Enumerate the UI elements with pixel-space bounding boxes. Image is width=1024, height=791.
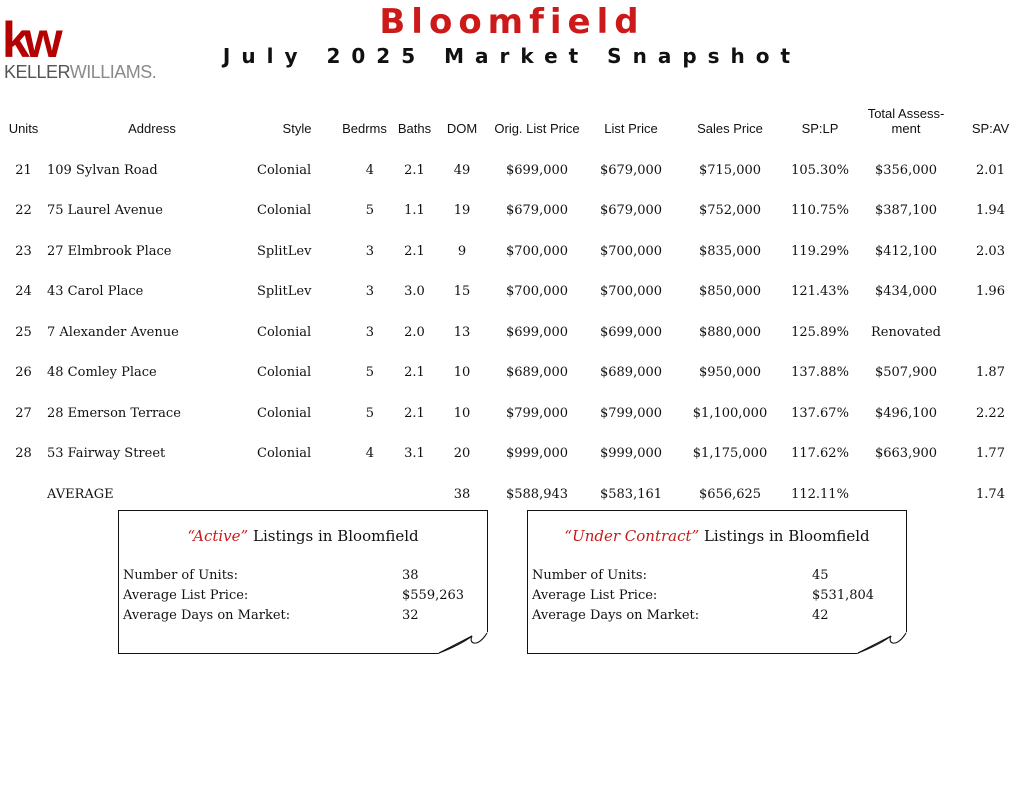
sp-lp-cell: 137.88% (791, 365, 849, 381)
page-title: Bloomfield (379, 2, 645, 42)
active-units-value: 38 (402, 568, 419, 583)
sales-price-cell: $850,000 (698, 284, 762, 300)
header-list-price: List Price (604, 121, 658, 136)
active-avg-dom-label: Average Days on Market: (123, 608, 291, 623)
sales-price-cell: $1,175,000 (692, 446, 768, 462)
table-row (0, 312, 1024, 353)
sp-av-cell: 2.22 (976, 405, 1005, 421)
active-avg-dom-value: 32 (402, 608, 419, 623)
address-cell: 75 Laurel Avenue (47, 203, 163, 219)
table-header-row (0, 84, 1024, 150)
active-avg-price-value: $559,263 (402, 588, 465, 603)
total-assessment-cell: $496,100 (874, 405, 938, 421)
unit-cell: 23 (15, 243, 32, 259)
average-label: AVERAGE (47, 486, 114, 502)
table-row (0, 191, 1024, 232)
unit-cell: 26 (15, 365, 32, 381)
sp-av-cell: 2.03 (976, 243, 1005, 259)
baths-cell: 3.0 (404, 284, 425, 300)
active-units-label: Number of Units: (123, 568, 238, 583)
under-contract-highlight: “Under Contract” (564, 527, 700, 545)
header-orig-list-price: Orig. List Price (494, 121, 580, 136)
orig-list-price-cell: $689,000 (505, 365, 569, 381)
header-sales-price: Sales Price (697, 121, 763, 136)
dom-cell: 10 (453, 365, 471, 381)
dom-cell: 15 (453, 284, 471, 300)
baths-cell: 2.1 (404, 405, 425, 421)
unit-cell: 27 (15, 405, 32, 421)
style-cell: Colonial (257, 405, 312, 421)
average-dom: 38 (453, 486, 471, 502)
bedrms-cell: 3 (365, 324, 374, 340)
bedrms-cell: 5 (365, 405, 374, 421)
table-row (0, 231, 1024, 272)
table-row (0, 353, 1024, 394)
address-cell: 109 Sylvan Road (47, 162, 158, 178)
orig-list-price-cell: $679,000 (505, 203, 569, 219)
logo-name-light: WILLIAMS (69, 62, 152, 82)
header-address: Address (128, 121, 176, 136)
table-row (0, 434, 1024, 475)
header-dom: DOM (446, 121, 478, 136)
under-contract-units-value: 45 (812, 568, 829, 583)
list-price-cell: $699,000 (599, 324, 663, 340)
sp-lp-cell: 121.43% (791, 284, 849, 300)
sp-lp-cell: 125.89% (791, 324, 849, 340)
sp-av-cell: 1.87 (976, 365, 1005, 381)
empty-cell (855, 474, 957, 515)
sp-av-cell: 1.94 (976, 203, 1005, 219)
empty-cell (0, 474, 47, 515)
list-price-cell: $679,000 (599, 203, 663, 219)
sales-table (0, 84, 1024, 515)
style-cell: SplitLev (257, 284, 312, 300)
dom-cell: 13 (453, 324, 471, 340)
under-contract-avg-dom-label: Average Days on Market: (532, 608, 700, 623)
address-cell: 7 Alexander Avenue (47, 324, 179, 340)
empty-cell (392, 474, 437, 515)
orig-list-price-cell: $699,000 (505, 162, 569, 178)
orig-list-price-cell: $699,000 (505, 324, 569, 340)
bedrms-cell: 4 (365, 162, 374, 178)
list-price-cell: $700,000 (599, 243, 663, 259)
unit-cell: 28 (15, 446, 32, 462)
bedrms-cell: 3 (365, 284, 374, 300)
sp-lp-cell: 119.29% (791, 243, 849, 259)
under-contract-avg-price-label: Average List Price: (532, 588, 658, 603)
sp-lp-cell: 105.30% (791, 162, 849, 178)
under-contract-units-label: Number of Units: (532, 568, 647, 583)
average-sales-price: $656,625 (698, 486, 762, 502)
total-assessment-cell: $356,000 (874, 162, 938, 178)
orig-list-price-cell: $999,000 (505, 446, 569, 462)
total-assessment-cell: Renovated (870, 324, 941, 340)
list-price-cell: $799,000 (599, 405, 663, 421)
active-title-rest: Listings in Bloomfield (248, 527, 419, 545)
sales-price-cell: $880,000 (698, 324, 762, 340)
under-contract-listings-title (528, 527, 906, 545)
unit-cell: 25 (15, 324, 32, 340)
unit-cell: 24 (15, 284, 32, 300)
list-price-cell: $679,000 (599, 162, 663, 178)
logo-name-bold: KELLER (4, 62, 70, 82)
header-sp-av: SP:AV (971, 121, 1010, 136)
sp-av-cell: 1.96 (976, 284, 1005, 300)
average-orig-list-price: $588,943 (505, 486, 569, 502)
header-total-assessment-line2: ment (891, 121, 921, 136)
active-listings-title (119, 527, 487, 545)
bedrms-cell: 4 (365, 446, 374, 462)
page-subtitle: July 2025 Market Snapshot (222, 44, 802, 68)
total-assessment-cell: $663,900 (874, 446, 938, 462)
total-assessment-cell: $387,100 (874, 203, 938, 219)
style-cell: Colonial (257, 203, 312, 219)
under-contract-listings-box (527, 510, 907, 654)
orig-list-price-cell: $700,000 (505, 243, 569, 259)
table-row (0, 272, 1024, 313)
average-list-price: $583,161 (599, 486, 663, 502)
orig-list-price-cell: $700,000 (505, 284, 569, 300)
sp-lp-cell: 137.67% (791, 405, 849, 421)
baths-cell: 3.1 (404, 446, 425, 462)
total-assessment-cell: $434,000 (874, 284, 938, 300)
header-sp-lp: SP:LP (801, 121, 839, 136)
sales-price-cell: $752,000 (698, 203, 762, 219)
header-total-assessment-line1: Total Assess- (867, 106, 945, 121)
logo-trademark: . (151, 62, 157, 82)
total-assessment-cell: $507,900 (874, 365, 938, 381)
dom-cell: 20 (453, 446, 471, 462)
sales-price-cell: $835,000 (698, 243, 762, 259)
average-row (0, 474, 1024, 515)
address-cell: 48 Comley Place (47, 365, 157, 381)
style-cell: Colonial (257, 446, 312, 462)
bedrms-cell: 3 (365, 243, 374, 259)
average-sp-av: 1.74 (976, 486, 1005, 502)
active-listings-box (118, 510, 488, 654)
baths-cell: 2.1 (404, 365, 425, 381)
sales-price-cell: $950,000 (698, 365, 762, 381)
unit-cell: 21 (15, 162, 32, 178)
header-total-assessment (855, 84, 957, 150)
baths-cell: 1.1 (404, 203, 425, 219)
style-cell: SplitLev (257, 243, 312, 259)
under-contract-title-rest: Listings in Bloomfield (699, 527, 870, 545)
sp-av-cell (957, 312, 1024, 353)
under-contract-avg-dom-value: 42 (812, 608, 829, 623)
orig-list-price-cell: $799,000 (505, 405, 569, 421)
style-cell: Colonial (257, 365, 312, 381)
sp-lp-cell: 110.75% (791, 203, 849, 219)
address-cell: 27 Elmbrook Place (47, 243, 172, 259)
dom-cell: 19 (453, 203, 471, 219)
style-cell: Colonial (257, 162, 312, 178)
baths-cell: 2.1 (404, 162, 425, 178)
active-highlight: “Active” (187, 527, 249, 545)
header-units: Units (8, 121, 39, 136)
sp-av-cell: 2.01 (976, 162, 1005, 178)
under-contract-avg-price-value: $531,804 (812, 588, 875, 603)
list-price-cell: $689,000 (599, 365, 663, 381)
header-bedrms: Bedrms (342, 121, 387, 136)
sp-av-cell: 1.77 (976, 446, 1005, 462)
baths-cell: 2.1 (404, 243, 425, 259)
active-avg-price-label: Average List Price: (123, 588, 249, 603)
sales-price-cell: $1,100,000 (692, 405, 768, 421)
bedrms-cell: 5 (365, 203, 374, 219)
bedrms-cell: 5 (365, 365, 374, 381)
address-cell: 28 Emerson Terrace (47, 405, 181, 421)
dom-cell: 49 (453, 162, 471, 178)
sales-price-cell: $715,000 (698, 162, 762, 178)
style-cell: Colonial (257, 324, 312, 340)
empty-cell (337, 474, 392, 515)
average-sp-lp: 112.11% (791, 486, 849, 502)
unit-cell: 22 (15, 203, 32, 219)
header-baths: Baths (397, 121, 432, 136)
dom-cell: 10 (453, 405, 471, 421)
table-row (0, 150, 1024, 191)
kw-mark: kw (2, 12, 57, 68)
total-assessment-cell: $412,100 (874, 243, 938, 259)
page-curl-icon (438, 632, 488, 654)
dom-cell: 9 (457, 243, 467, 259)
baths-cell: 2.0 (404, 324, 425, 340)
address-cell: 43 Carol Place (47, 284, 144, 300)
list-price-cell: $700,000 (599, 284, 663, 300)
empty-cell (257, 474, 337, 515)
sp-lp-cell: 117.62% (791, 446, 849, 462)
address-cell: 53 Fairway Street (47, 446, 166, 462)
header-style: Style (282, 121, 312, 136)
list-price-cell: $999,000 (599, 446, 663, 462)
table-row (0, 393, 1024, 434)
page-curl-icon (857, 632, 907, 654)
